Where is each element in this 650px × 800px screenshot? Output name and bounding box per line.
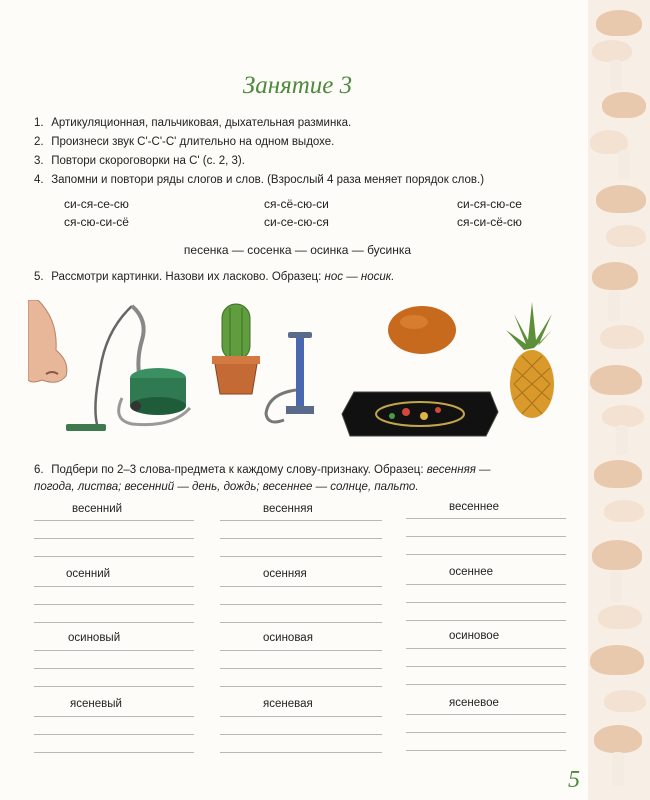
adjective-word: весенняя: [263, 503, 313, 515]
cactus-picture: [208, 300, 264, 396]
adjective-word: ясеневый: [70, 698, 122, 710]
syllable-row: си-ся-сю-се: [457, 197, 522, 211]
syllable-row: ся-сё-сю-си: [264, 197, 329, 211]
syllable-row: ся-сю-си-сё: [64, 215, 129, 229]
adjective-word: осиновая: [263, 632, 313, 644]
adjective-word: осиновый: [68, 632, 121, 644]
task-6: 6. Подбери по 2–3 слова-предмета к каждому слову-признаку. Образец: весенняя — погода, листва; весенний — день, дождь; весеннее — солнце, пальто.: [34, 464, 491, 493]
task-4: 4. Запомни и повтори ряды слогов и слов. (Взрослый 4 раза меняет порядок слов.): [34, 174, 485, 186]
pump-picture: [262, 330, 334, 426]
adjective-word: осеннее: [449, 566, 494, 578]
lesson-title: Занятие 3: [242, 72, 353, 99]
word-chain: песенка — сосенка — осинка — бусинка: [183, 243, 412, 257]
pineapple-picture: [504, 300, 560, 420]
adjective-word: весенний: [72, 503, 123, 515]
task-3: 3. Повтори скороговорки на С' (с. 2, 3).: [34, 155, 245, 167]
task-1: 1. Артикуляционная, пальчиковая, дыхательная разминка.: [34, 117, 352, 129]
tray-picture: [340, 388, 500, 440]
task-5: 5. Рассмотри картинки. Назови их ласково. Образец: нос — носик.: [34, 271, 395, 283]
vacuum-cleaner-picture: [62, 300, 202, 440]
adjective-word: осенний: [66, 568, 111, 580]
bun-picture: [384, 302, 460, 358]
adjective-word: ясеневое: [449, 697, 499, 709]
task-2: 2. Произнеси звук С'-С'-С' длительно на одном выдохе.: [34, 136, 335, 148]
mushroom-border: [588, 0, 650, 800]
adjective-word: весеннее: [449, 501, 500, 513]
adjective-word: осенняя: [263, 568, 307, 580]
syllable-row: си-се-сю-ся: [264, 215, 329, 229]
page-number: 5: [568, 767, 580, 793]
syllable-row: ся-си-сё-сю: [457, 215, 522, 229]
adjective-word: ясеневая: [263, 698, 313, 710]
syllable-row: си-ся-се-сю: [64, 197, 129, 211]
adjective-word: осиновое: [449, 630, 500, 642]
